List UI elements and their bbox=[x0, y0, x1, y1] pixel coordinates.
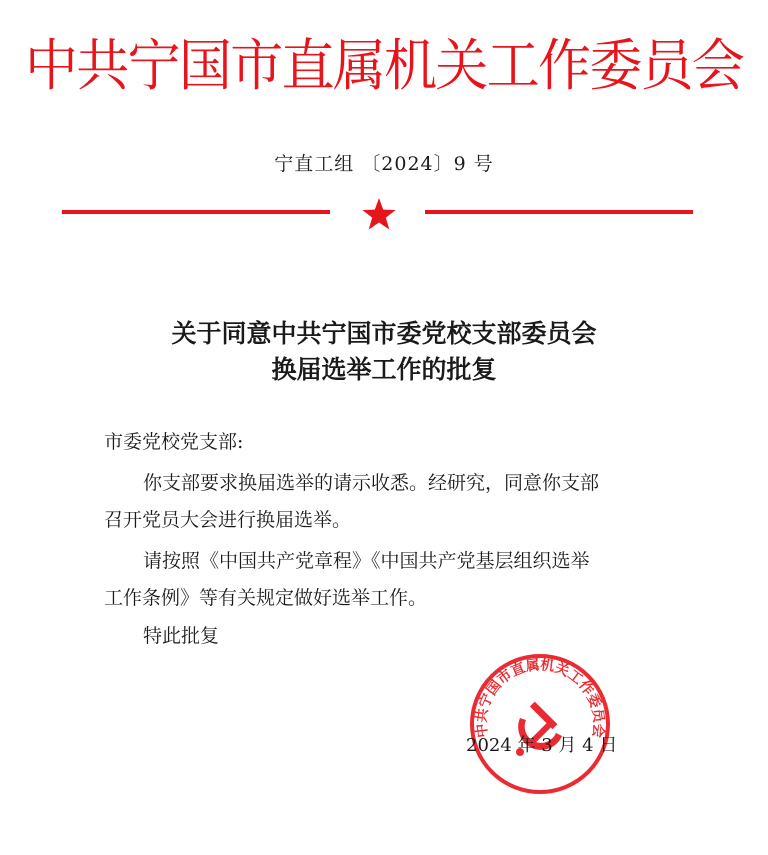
document-title-line-1: 关于同意中共宁国市委党校支部委员会 bbox=[171, 319, 597, 348]
document-number: 宁直工组 〔2024〕9 号 bbox=[274, 153, 494, 175]
official-seal bbox=[468, 652, 612, 796]
header-divider-right bbox=[425, 210, 693, 214]
body-paragraph-line: 召开党员大会进行换届选举。 bbox=[104, 509, 352, 531]
header-divider-left bbox=[62, 210, 330, 214]
document-title-line-2: 换届选举工作的批复 bbox=[271, 355, 497, 384]
body-paragraph-line: 工作条例》等有关规定做好选举工作。 bbox=[104, 587, 428, 609]
signature-date: 2024 年 3 月 4 日 bbox=[466, 735, 618, 756]
salutation: 市委党校党支部: bbox=[104, 431, 244, 453]
red-star-icon bbox=[361, 196, 397, 232]
body-paragraph-line: 请按照《中国共产党章程》《中国共产党基层组织选举 bbox=[143, 550, 590, 572]
issuer-masthead: 中共宁国市直属机关工作委员会 bbox=[24, 34, 744, 99]
closing-phrase: 特此批复 bbox=[143, 625, 220, 647]
svg-text:中共宁国市直属机关工作委员会: 中共宁国市直属机关工作委员会 bbox=[473, 657, 607, 739]
body-paragraph-line: 你支部要求换届选举的请示收悉。经研究，同意你支部 bbox=[143, 472, 600, 494]
